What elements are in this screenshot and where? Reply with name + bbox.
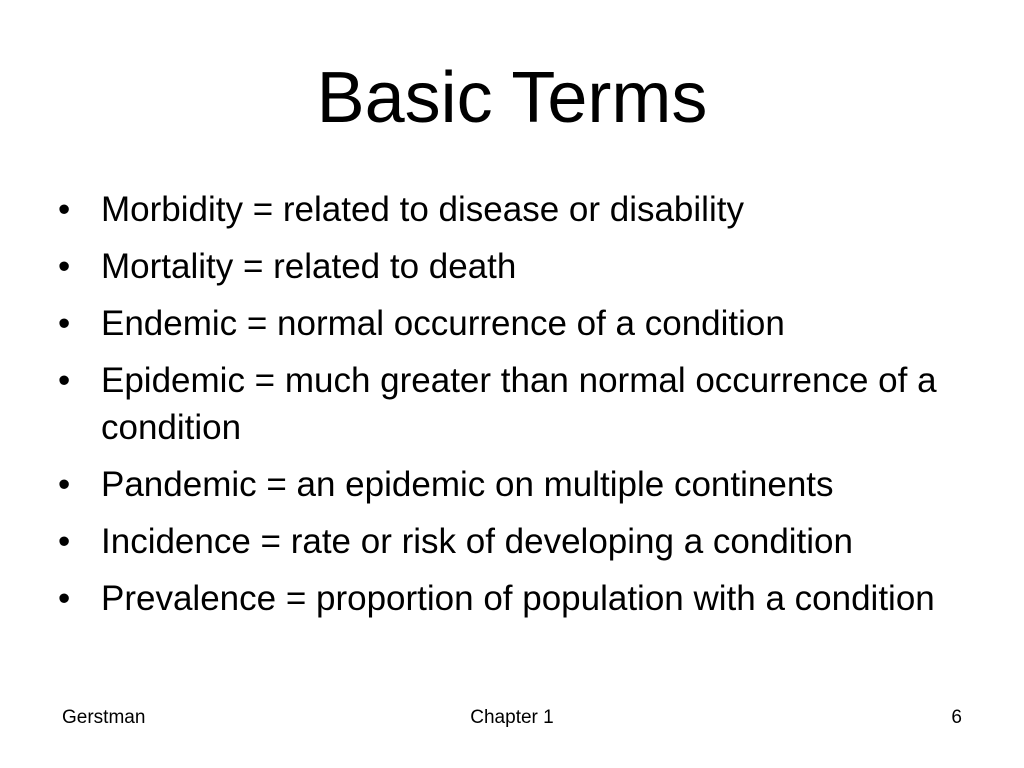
bullet-icon: • (58, 361, 71, 400)
bullet-text: Prevalence = proportion of population with a condition (101, 579, 935, 618)
bullet-item-epidemic (58, 357, 978, 451)
bullet-icon: • (58, 190, 71, 229)
footer-chapter: Chapter 1 (470, 707, 554, 728)
bullet-icon: • (58, 247, 71, 286)
bullet-item-pandemic (58, 461, 978, 508)
footer-author: Gerstman (62, 707, 146, 728)
bullet-item-incidence (58, 518, 978, 565)
slide-title: Basic Terms (316, 58, 708, 138)
bullet-text: Epidemic = much greater than normal occurrence of a condition (101, 361, 937, 447)
bullet-icon: • (58, 522, 71, 561)
bullet-text: Pandemic = an epidemic on multiple continents (101, 465, 834, 504)
bullet-item-morbidity (58, 186, 978, 233)
bullet-icon: • (58, 304, 71, 343)
bullet-text: Mortality = related to death (101, 247, 517, 286)
bullet-text: Endemic = normal occurrence of a condition (101, 304, 785, 343)
bullet-text: Incidence = rate or risk of developing a condition (101, 522, 853, 561)
bullet-item-endemic (58, 300, 978, 347)
bullet-icon: • (58, 465, 71, 504)
bullet-icon: • (58, 579, 71, 618)
footer-page-number: 6 (951, 707, 962, 728)
bullet-text: Morbidity = related to disease or disability (101, 190, 744, 229)
bullet-item-prevalence (58, 575, 978, 622)
bullet-list (58, 186, 978, 632)
bullet-item-mortality (58, 243, 978, 290)
